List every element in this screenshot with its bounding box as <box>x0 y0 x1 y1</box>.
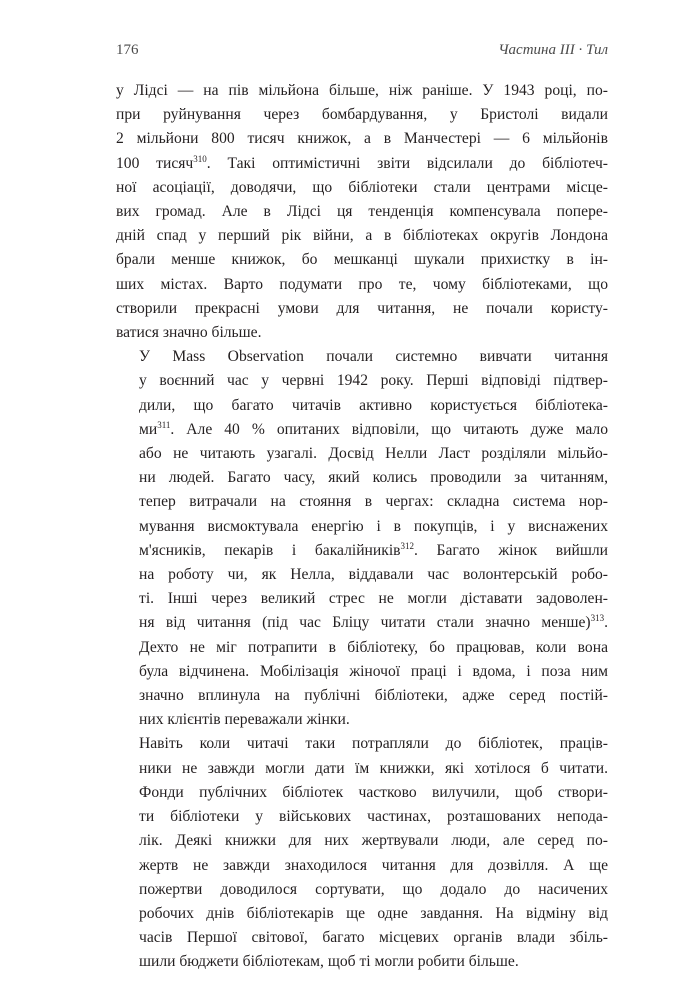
line-text: створили прекрасні умови для читання, не почали користу- <box>116 299 608 317</box>
line-text-continuation: . Але 40 % опитаних відповіли, що читають дуже мало <box>170 420 608 438</box>
text-line <box>116 515 608 539</box>
line-text: у Лідсі — на пів мільйона більше, ніж раніше. У 1943 році, по- <box>116 82 608 99</box>
line-text: у воєнний час у червні 1942 року. Перші відповіді підтвер- <box>139 372 608 390</box>
line-text: 2 мільйони 800 тисяч книжок, а в Манчестері — 6 мільйонів <box>116 130 608 148</box>
paragraph <box>116 345 608 732</box>
text-line <box>116 466 608 490</box>
text-line <box>116 224 608 248</box>
line-text: пожертви доводилося сортувати, що додало до насичених <box>139 880 608 898</box>
text-line <box>116 684 608 708</box>
line-text: У Mass Observation почали системно вивчати читання <box>139 348 608 366</box>
line-text: дили, що багато читачів активно користується бібліотека- <box>139 396 608 414</box>
line-text: робочих днів бібліотекарів ще одне завдання. На відміну від <box>139 904 608 922</box>
paragraph <box>116 79 608 345</box>
text-line <box>116 103 608 127</box>
line-text: часів Першої світової, багато місцевих органів влади збіль- <box>139 929 608 947</box>
text-line <box>116 273 608 297</box>
line-text: вих громад. Але в Лідсі ця тенденція компенсувала попере- <box>116 203 608 221</box>
text-line <box>116 394 608 418</box>
line-text-continuation: . Багато жінок вийшли <box>414 541 608 559</box>
line-text: лік. Деякі книжки для них жертвували люди, але серед по- <box>139 832 608 850</box>
line-text: ватися значно більше. <box>116 324 262 342</box>
line-text: була відчинена. Мобілізація жіночої праці і вдома, і поза ним <box>139 662 608 680</box>
text-line <box>116 418 608 442</box>
text-line <box>116 79 608 103</box>
text-line <box>116 854 608 878</box>
line-text: дній спад у перший рік війни, а в бібліотеках округів Лондона <box>116 227 608 245</box>
page-number: 176 <box>116 42 139 58</box>
text-line <box>116 539 608 563</box>
text-line <box>116 636 608 660</box>
line-text: значно вплинула на публічні бібліотеки, адже серед постій- <box>139 687 608 705</box>
text-line <box>116 611 608 635</box>
footnote-marker[interactable]: 311 <box>157 419 171 430</box>
text-line <box>116 926 608 950</box>
line-text-continuation: . Такі оптимістичні звіти відсилали до бібліотеч- <box>206 154 608 172</box>
text-line <box>116 248 608 272</box>
line-text: ної асоціації, доводячи, що бібліотеки стали центрами місце- <box>116 178 608 196</box>
line-text-continuation: . <box>604 614 608 632</box>
text-line <box>116 902 608 926</box>
paragraph <box>116 732 608 974</box>
text-line <box>116 321 608 345</box>
text-line <box>116 781 608 805</box>
text-line <box>116 200 608 224</box>
line-text: Навіть коли читачі таки потрапляли до бібліотек, праців- <box>139 735 608 753</box>
line-text: ники не завжди могли дати їм книжки, які хотілося б читати. <box>139 759 608 777</box>
footnote-marker[interactable]: 312 <box>400 540 415 551</box>
text-line <box>116 176 608 200</box>
line-text: м'ясників, пекарів і бакалійників <box>139 541 401 559</box>
text-line <box>116 369 608 393</box>
text-line <box>116 950 608 974</box>
text-line <box>116 805 608 829</box>
line-text: ми <box>139 420 158 438</box>
line-text: жертв не завжди знаходилося читання для дозвілля. А ще <box>139 856 608 874</box>
line-text: ти бібліотеки у військових частинах, розташованих непода- <box>139 808 608 826</box>
line-text: ня від читання (під час Бліцу читати стали значно менше) <box>139 614 591 632</box>
line-text: Дехто не міг потрапити в бібліотеку, бо працював, коли вона <box>139 638 608 656</box>
text-line <box>116 297 608 321</box>
text-line <box>116 757 608 781</box>
text-line <box>116 345 608 369</box>
line-text: або не читають узагалі. Досвід Нелли Ласт розділяли мільйо- <box>139 445 608 463</box>
footnote-marker[interactable]: 310 <box>193 153 207 164</box>
line-text: шили бюджети бібліотекам, щоб ті могли робити більше. <box>139 953 519 971</box>
line-text: ті. Інші через великий стрес не могли діставати задоволен- <box>139 590 608 608</box>
footnote-marker[interactable]: 313 <box>590 613 605 624</box>
running-head: Частина III · Тил <box>498 42 608 58</box>
line-text: тепер витрачали на стояння в чергах: складна система нор- <box>139 493 608 511</box>
line-text: них клієнтів переважали жінки. <box>139 711 350 729</box>
text-line <box>116 732 608 756</box>
line-text: 100 тисяч <box>116 154 194 172</box>
body-text <box>116 79 608 975</box>
text-line <box>116 152 608 176</box>
text-line <box>116 563 608 587</box>
line-text: брали менше книжок, бо мешканці шукали прихистку в ін- <box>116 251 608 269</box>
text-line <box>116 829 608 853</box>
text-line <box>116 587 608 611</box>
text-line <box>116 127 608 151</box>
text-line <box>116 660 608 684</box>
text-line <box>116 442 608 466</box>
line-text: Фонди публічних бібліотек частково вилучили, щоб створи- <box>139 783 608 801</box>
line-text: мування висмоктувала енергію і в покупців, і у виснажених <box>139 517 608 535</box>
line-text: на роботу чи, як Нелла, віддавали час волонтерській робо- <box>139 566 608 584</box>
line-text: при руйнування через бомбардування, у Бристолі видали <box>116 106 608 124</box>
line-text: ни людей. Багато часу, який колись проводили за читанням, <box>139 469 608 487</box>
page-header <box>116 42 608 64</box>
line-text: ших містах. Варто подумати про те, чому бібліотеками, що <box>116 275 608 293</box>
text-line <box>116 490 608 514</box>
text-line <box>116 708 608 732</box>
text-line <box>116 878 608 902</box>
